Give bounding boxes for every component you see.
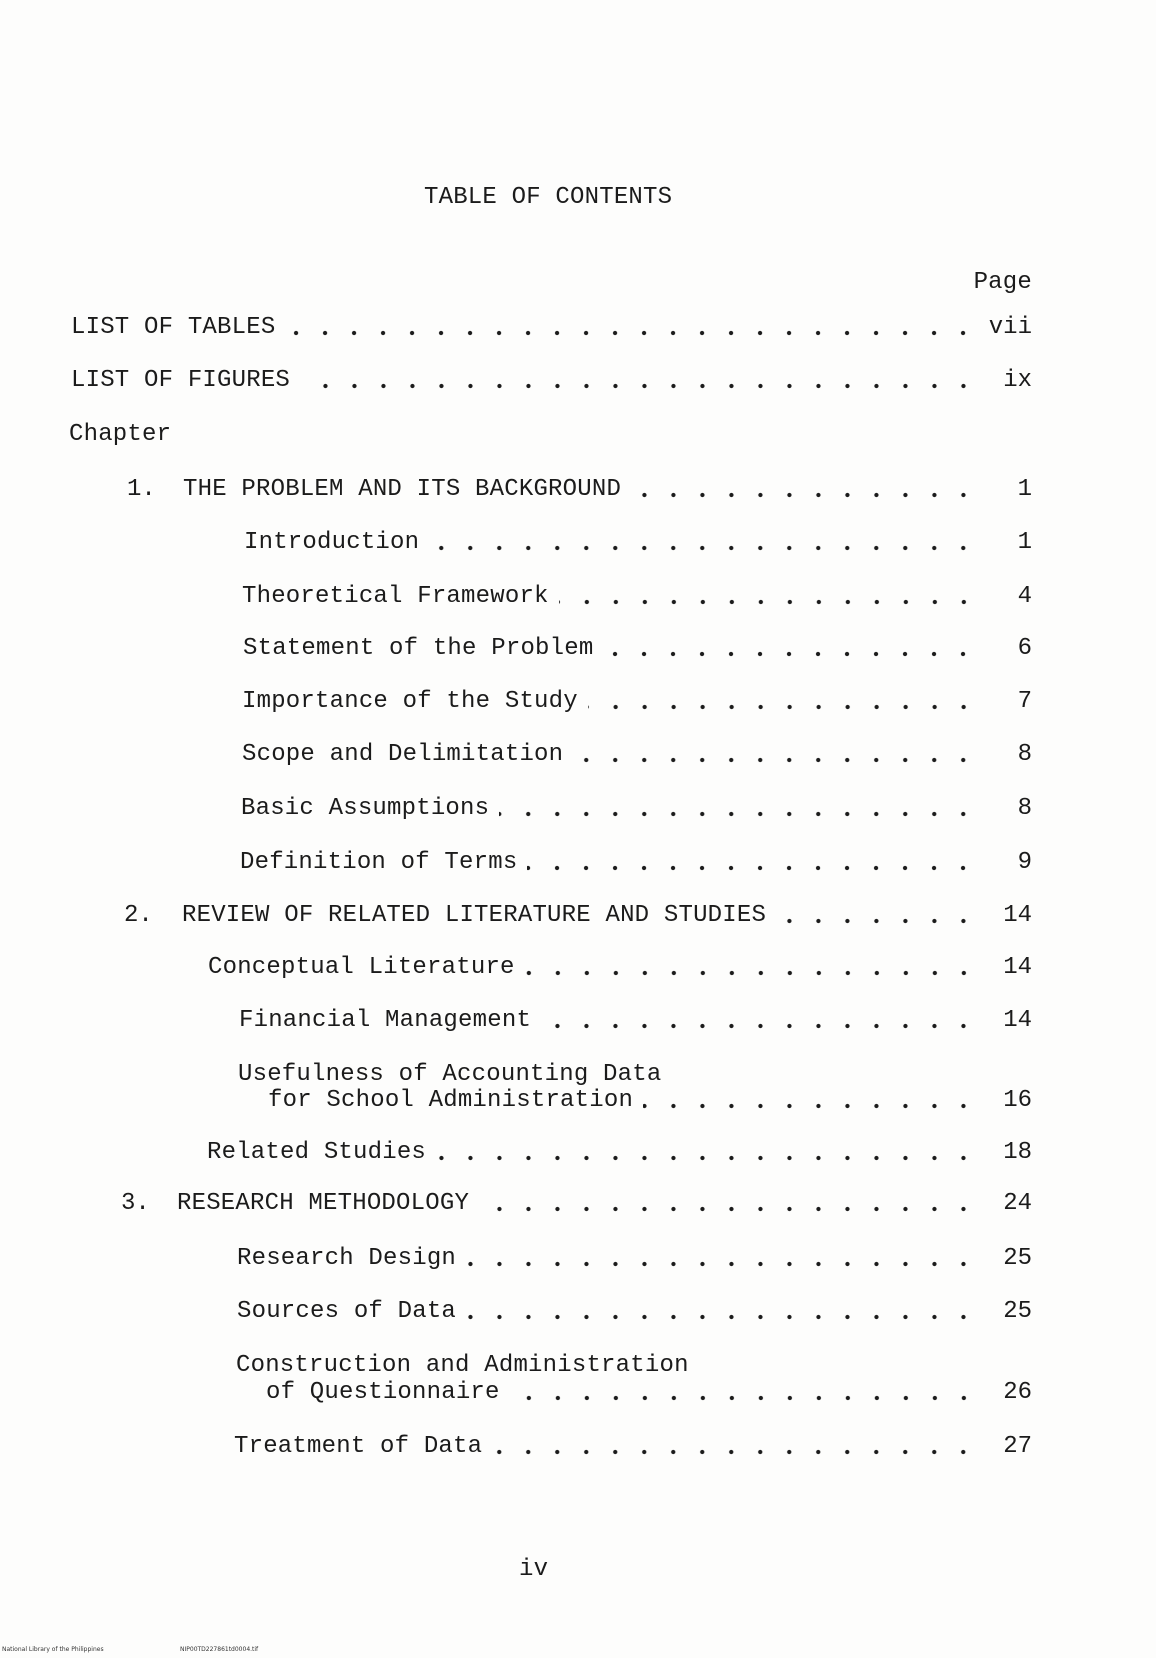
toc-section-importance-of-study [242, 688, 1032, 714]
toc-entry-page: 18 [1003, 1139, 1032, 1166]
toc-section-definition-of-terms [240, 849, 1032, 875]
dot-leader [436, 1155, 978, 1161]
toc-chapter-2 [124, 902, 1032, 928]
toc-entry-label: LIST OF FIGURES [71, 367, 291, 394]
section-title: Theoretical Framework [242, 583, 549, 610]
dot-leader [541, 1023, 978, 1029]
section-title: Sources of Data [237, 1298, 457, 1325]
dot-leader [643, 1103, 978, 1109]
toc-section-basic-assumptions [241, 795, 1032, 821]
dot-leader [285, 330, 978, 336]
chapter-number: 2. [124, 902, 153, 929]
toc-entry-page: 16 [1003, 1087, 1032, 1114]
page-column-header: Page [973, 269, 1032, 296]
toc-entry-page: 4 [1017, 583, 1032, 610]
dot-leader [527, 865, 978, 871]
section-title: Related Studies [207, 1139, 427, 1166]
section-title-line-2: for School Administration [268, 1087, 634, 1114]
toc-section-sources-of-data [237, 1298, 1032, 1324]
dot-leader [300, 383, 978, 389]
section-title: Conceptual Literature [208, 954, 515, 981]
dot-leader [499, 811, 978, 817]
toc-section-research-design [237, 1245, 1032, 1271]
toc-entry-page: 14 [1003, 902, 1032, 929]
toc-entry-page: 7 [1017, 688, 1032, 715]
dot-leader [466, 1261, 978, 1267]
toc-chapter-3 [121, 1190, 1032, 1216]
toc-entry-page: 27 [1003, 1433, 1032, 1460]
dot-leader [479, 1206, 978, 1212]
dot-leader [510, 1395, 978, 1401]
toc-section-treatment-of-data [234, 1433, 1032, 1459]
section-title: Basic Assumptions [241, 795, 490, 822]
toc-section-financial-management [239, 1007, 1032, 1033]
toc-entry-page: 6 [1017, 635, 1032, 662]
chapter-number: 3. [121, 1190, 150, 1217]
section-title: Importance of the Study [242, 688, 578, 715]
section-title: Scope and Delimitation [242, 741, 564, 768]
toc-entry-list-of-figures [71, 367, 1032, 393]
dot-leader [573, 757, 978, 763]
dot-leader [776, 918, 978, 924]
dot-leader [525, 970, 978, 976]
dot-leader [429, 545, 978, 551]
section-title-line-2: of Questionnaire [266, 1379, 500, 1406]
toc-section-theoretical-framework [242, 583, 1032, 609]
toc-entry-page: 25 [1003, 1245, 1032, 1272]
toc-entry-page: 25 [1003, 1298, 1032, 1325]
toc-entry-page: 9 [1017, 849, 1032, 876]
toc-section-conceptual-literature [208, 954, 1032, 980]
toc-entry-page: 24 [1003, 1190, 1032, 1217]
footer-library-name: National Library of the Philippines [2, 1646, 104, 1653]
toc-entry-page: 1 [1017, 529, 1032, 556]
toc-entry-page: 8 [1017, 741, 1032, 768]
toc-chapter-1 [127, 476, 1032, 502]
section-title-line-1: Usefulness of Accounting Data [238, 1061, 662, 1088]
section-title: Statement of the Problem [243, 635, 594, 662]
toc-section-scope-and-delimitation [242, 741, 1032, 767]
chapter-title: THE PROBLEM AND ITS BACKGROUND [183, 476, 622, 503]
toc-entry-page: 1 [1017, 476, 1032, 503]
chapter-heading: Chapter [69, 421, 172, 448]
section-title: Definition of Terms [240, 849, 518, 876]
toc-title: TABLE OF CONTENTS [424, 184, 673, 211]
chapter-number: 1. [127, 476, 156, 503]
toc-entry-label: LIST OF TABLES [71, 314, 276, 341]
section-title: Treatment of Data [234, 1433, 483, 1460]
dot-leader [466, 1314, 978, 1320]
dot-leader [588, 704, 978, 710]
section-title: Introduction [244, 529, 420, 556]
dot-leader [559, 599, 978, 605]
dot-leader [492, 1449, 978, 1455]
section-title: Financial Management [239, 1007, 532, 1034]
dot-leader [603, 651, 978, 657]
toc-entry-page: ix [1003, 367, 1032, 394]
toc-section-statement-of-problem [243, 635, 1032, 661]
toc-section-usefulness-of-accounting-data [268, 1087, 1032, 1113]
chapter-title: REVIEW OF RELATED LITERATURE AND STUDIES [182, 902, 767, 929]
chapter-title: RESEARCH METHODOLOGY [177, 1190, 470, 1217]
page-number: iv [519, 1556, 549, 1583]
toc-entry-page: 14 [1003, 1007, 1032, 1034]
section-title: Research Design [237, 1245, 457, 1272]
toc-section-construction-of-questionnaire [266, 1379, 1032, 1405]
dot-leader [631, 492, 978, 498]
toc-section-introduction [244, 529, 1032, 555]
toc-entry-page: 8 [1017, 795, 1032, 822]
toc-entry-page: 26 [1003, 1379, 1032, 1406]
toc-section-related-studies [207, 1139, 1032, 1165]
footer-file-name: NIP00TD227861td0004.tif [180, 1646, 259, 1653]
section-title-line-1: Construction and Administration [236, 1352, 689, 1379]
toc-entry-page: 14 [1003, 954, 1032, 981]
toc-entry-list-of-tables [71, 314, 1032, 340]
toc-entry-page: vii [988, 314, 1032, 341]
